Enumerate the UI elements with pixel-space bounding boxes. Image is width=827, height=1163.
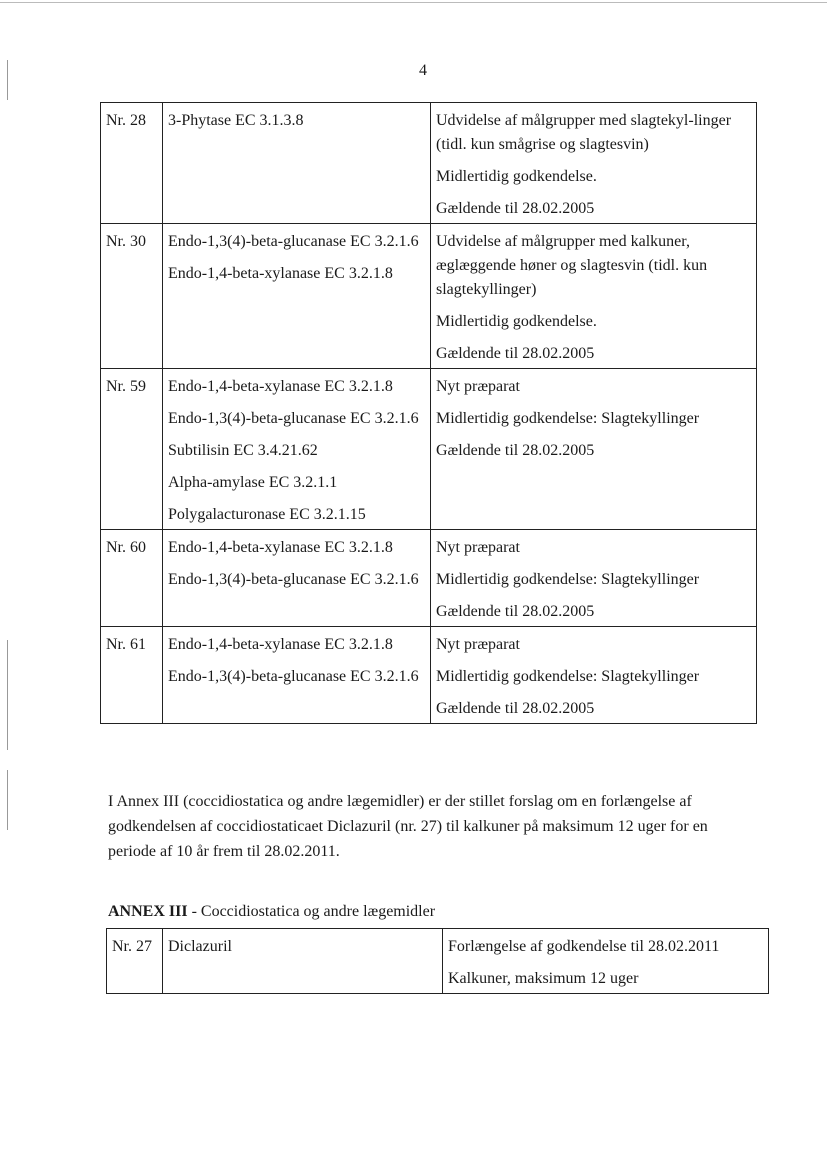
scan-edge-mark [7, 640, 8, 750]
note-line: Midlertidig godkendelse: Slagtekyllinger [436, 571, 700, 588]
annex-iii-paragraph: I Annex III (coccidiostatica og andre lægemidler) er der stillet forslag om en forlængelse af godkendelsen af coccidiostaticaet Diclazuril (nr. 27) til kalkuner på maksimum 12 uger for en periode af 10 år frem til 28.02.2011. [108, 793, 708, 860]
additives-table [100, 102, 757, 724]
note-line: Midlertidig godkendelse: Slagtekyllinger [436, 410, 700, 427]
note-line: Udvidelse af målgrupper med kalkuner, æglæggende høner og slagtesvin (tidl. kun slagtekyllinger) [436, 233, 708, 298]
substance-line: Endo-1,3(4)-beta-glucanase EC 3.2.1.6 [168, 410, 419, 427]
scan-edge-mark [7, 770, 8, 830]
table-row [101, 224, 757, 369]
substance-line: Polygalacturonase EC 3.2.1.15 [168, 506, 366, 523]
annex-heading-text: - Coccidiostatica og andre lægemidler [187, 903, 436, 920]
substance-line: Endo-1,3(4)-beta-glucanase EC 3.2.1.6 [168, 668, 419, 685]
row-number-cell: Nr. 61 [101, 627, 163, 724]
row-number-cell: Nr. 59 [101, 369, 163, 530]
substance-line: Alpha-amylase EC 3.2.1.1 [168, 474, 338, 491]
substance-line: Endo-1,4-beta-xylanase EC 3.2.1.8 [168, 265, 393, 282]
annex-iii-table [106, 928, 769, 994]
row-number-cell: Nr. 27 [107, 929, 163, 994]
substance-line: Endo-1,3(4)-beta-glucanase EC 3.2.1.6 [168, 233, 419, 250]
note-line: Midlertidig godkendelse. [436, 313, 597, 330]
notes-cell [431, 530, 757, 627]
notes-cell [443, 929, 769, 994]
page-number: 4 [419, 62, 427, 79]
table-row [101, 369, 757, 530]
substance-line: Endo-1,4-beta-xylanase EC 3.2.1.8 [168, 378, 393, 395]
row-number-cell: Nr. 30 [101, 224, 163, 369]
substance-cell [163, 103, 431, 224]
annex-iii-table-body [107, 929, 769, 994]
row-number-cell: Nr. 28 [101, 103, 163, 224]
notes-cell [431, 627, 757, 724]
substance-line: Endo-1,4-beta-xylanase EC 3.2.1.8 [168, 636, 393, 653]
table-row [101, 103, 757, 224]
note-line: Midlertidig godkendelse. [436, 168, 597, 185]
note-line: Udvidelse af målgrupper med slagtekyl-linger (tidl. kun smågrise og slagtesvin) [436, 112, 732, 153]
note-line: Forlængelse af godkendelse til 28.02.2011 [448, 938, 720, 955]
annex-iii-heading [108, 903, 435, 921]
note-line: Gældende til 28.02.2005 [436, 200, 595, 217]
additives-table-body [101, 103, 757, 724]
substance-line: Subtilisin EC 3.4.21.62 [168, 442, 318, 459]
table-row [101, 627, 757, 724]
notes-cell [431, 224, 757, 369]
note-line: Nyt præparat [436, 636, 520, 653]
substance-cell [163, 530, 431, 627]
annex-heading-label: ANNEX III [108, 903, 188, 920]
substance-cell [163, 929, 443, 994]
table-row [107, 929, 769, 994]
substance-line: Endo-1,3(4)-beta-glucanase EC 3.2.1.6 [168, 571, 419, 588]
substance-line: Diclazuril [168, 938, 232, 955]
substance-line: Endo-1,4-beta-xylanase EC 3.2.1.8 [168, 539, 393, 556]
note-line: Kalkuner, maksimum 12 uger [448, 970, 639, 987]
substance-cell [163, 224, 431, 369]
note-line: Nyt præparat [436, 378, 520, 395]
note-line: Nyt præparat [436, 539, 520, 556]
notes-cell [431, 369, 757, 530]
row-number-cell: Nr. 60 [101, 530, 163, 627]
note-line: Gældende til 28.02.2005 [436, 345, 595, 362]
substance-cell [163, 369, 431, 530]
note-line: Gældende til 28.02.2005 [436, 442, 595, 459]
table-row [101, 530, 757, 627]
notes-cell [431, 103, 757, 224]
note-line: Midlertidig godkendelse: Slagtekyllinger [436, 668, 700, 685]
note-line: Gældende til 28.02.2005 [436, 700, 595, 717]
scan-top-rule [0, 2, 827, 3]
substance-line: 3-Phytase EC 3.1.3.8 [168, 112, 304, 129]
substance-cell [163, 627, 431, 724]
note-line: Gældende til 28.02.2005 [436, 603, 595, 620]
